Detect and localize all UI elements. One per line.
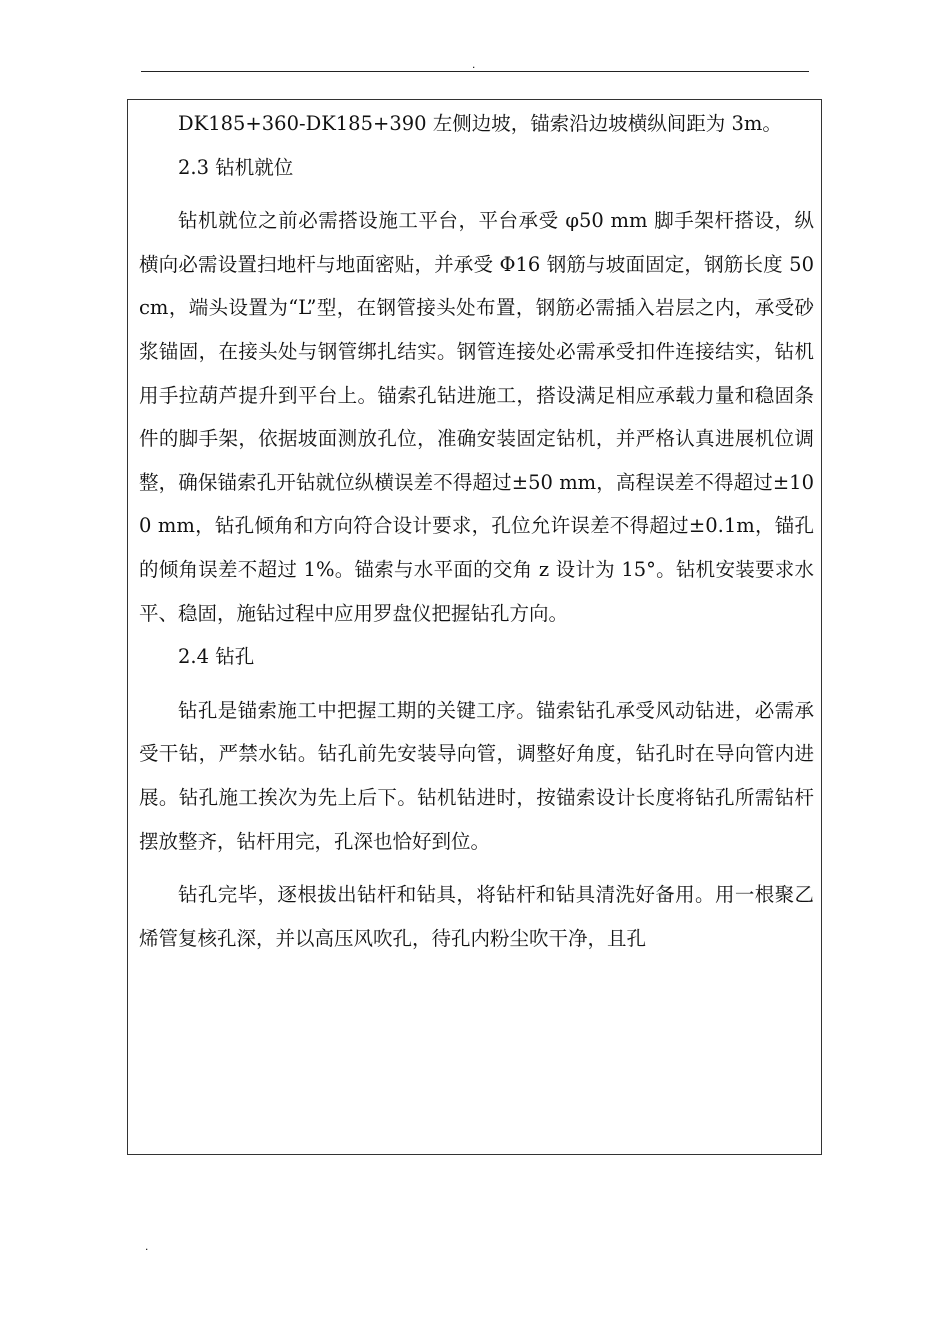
- paragraph-slope-range: DK185+360-DK185+390 左侧边坡，锚索沿边坡横纵间距为 3m。: [178, 112, 782, 135]
- header-mark: .: [472, 57, 476, 71]
- paragraph-drill-positioning: 钻机就位之前必需搭设施工平台，平台承受 φ50 mm 脚手架杆搭设，纵横向必需设置扫地杆与地面密贴，并承受 Φ16 钢筋与坡面固定，钢筋长度 50cm，端头设置为“L”型，在钢管接头处布置，钢筋必需插入岩层之内，承受砂浆锚固，在接头处与钢管绑扎结实。钢管连接处必需承受扣件连接结实，钻机用手拉葫芦提升到平台上。锚索孔钻进施工，搭设满足相应承载力量和稳固条件的脚手架，依据坡面测放孔位，准确安装固定钻机，并严格认真进展机位调整，确保锚索孔开钻就位纵横误差不得超过±50 mm，高程误差不得超过±100 mm，钻孔倾角和方向符合设计要求，孔位允许误差不得超过±0.1m，锚孔的倾角误差不超过 1%。锚索与水平面的交角 z 设计为 15°。钻机安装要求水平、稳固，施钻过程中应用罗盘仪把握钻孔方向。: [139, 209, 814, 625]
- footer-mark: .: [145, 1239, 149, 1253]
- document-body: [139, 102, 814, 960]
- section-heading-2-4: 2.4 钻孔: [178, 645, 255, 669]
- paragraph-hole-cleaning: 钻孔完毕，逐根拔出钻杆和钻具，将钻杆和钻具清洗好备用。用一根聚乙烯管复核孔深，并以高压风吹孔，待孔内粉尘吹干净，且孔: [139, 883, 814, 950]
- header-rule: [141, 71, 809, 72]
- section-heading-2-3: 2.3 钻机就位: [178, 155, 294, 179]
- paragraph-drilling: 钻孔是锚索施工中把握工期的关键工序。锚索钻孔承受风动钻进，必需承受干钻，严禁水钻。钻孔前先安装导向管，调整好角度，钻孔时在导向管内进展。钻孔施工挨次为先上后下。钻机钻进时，按锚索设计长度将钻孔所需钻杆摆放整齐，钻杆用完，孔深也恰好到位。: [139, 698, 814, 853]
